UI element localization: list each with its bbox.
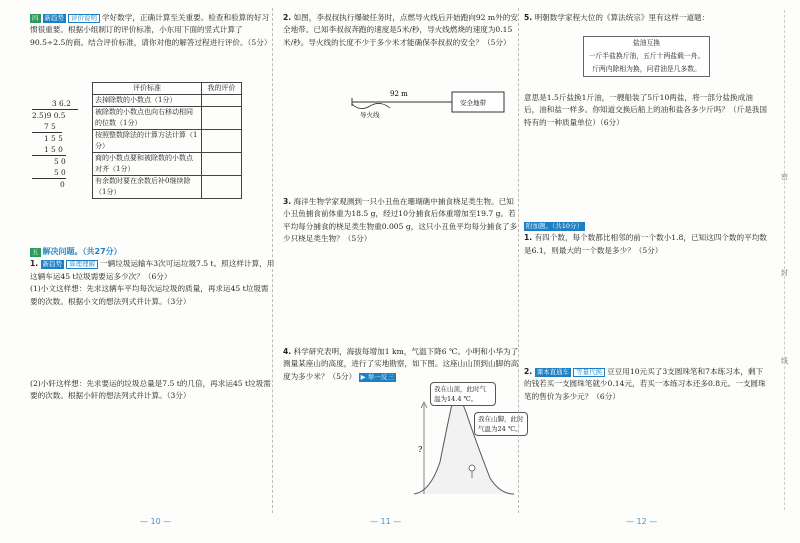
svg-text:?: ? (418, 445, 423, 454)
badge-new-trend: 新趋势 (42, 260, 63, 269)
division-work (32, 98, 90, 190)
page-number: — 10 — (140, 517, 172, 526)
table-row (93, 95, 242, 107)
distance-label: 92 m (390, 90, 408, 98)
division-step: 5 0 (32, 167, 66, 179)
speech-bubble-bottom: 我在山脚，此时气温为24 ℃。 (474, 412, 528, 436)
table-cell: 被除数的小数点也向右移动相同的位数（1分） (93, 107, 202, 130)
question-5: 5. 明朝数学家程大位的《算法统宗》里有这样一道题： (524, 13, 710, 22)
speech-bubble-top: 我在山顶，此时气温为14.4 ℃。 (430, 382, 496, 406)
division-step: 5 0 (54, 157, 66, 166)
table-cell: 去掉除数的小数点（1分） (93, 95, 202, 107)
my-eval-cell[interactable] (202, 130, 242, 153)
question-1b: (2)小轩这样想：先求要运的垃圾总量是7.5 t的几倍，再求运45 t垃圾需要的次数。根据小轩的想法列式并计算。（3分） (30, 379, 271, 401)
table-row (93, 176, 242, 199)
badge-new-trend: 新趋势 (44, 14, 64, 22)
badge-textbook: 课本直通车 (536, 368, 570, 376)
poem-box (583, 36, 710, 77)
fuse-icon (352, 103, 390, 108)
division-step: 1 5 0 (32, 144, 66, 156)
table-row (93, 153, 242, 176)
page-number: — 12 — (626, 517, 658, 526)
section-5-heading: 五 解决问题。（共27分） (32, 247, 122, 256)
extra-heading: 附加题。（共10分） (526, 222, 584, 230)
section-5 (30, 246, 276, 308)
safe-zone-label: 安全地带 (460, 99, 486, 107)
question-1: 1. 新趋势 算理理解 一辆垃圾运输车3次可运垃圾7.5 t。照这样计算，用这辆车运45 t垃圾需要运多少次？（6分） (30, 259, 275, 281)
question-1a: (1)小文这样想：先求这辆车平均每次运垃圾的质量，再求运45 t垃圾需要的次数。根据小文的想法列式并计算。（3分） (30, 284, 269, 306)
table-cell: 有余数时要在余数后补0继续除（1分） (93, 176, 202, 199)
question-3: 3. 海洋生物学家观测到一只小丑鱼在珊瑚礁中捕食桡足类生物。已知小丑鱼捕食前体重为18.5 g，经过10分捕食后体重增加至19.7 g。若平均每分捕食的桡足类生物重0.005 g，这只小丑鱼平均每分捕食了多少只桡足类生物？（5分） (283, 197, 518, 244)
table-row (93, 107, 242, 130)
badge-reasoning: 算理理解 (66, 260, 98, 269)
question-4-block (283, 346, 521, 383)
section-5-tag: 五 (32, 248, 39, 256)
division-quotient: 3 6.2 (32, 98, 78, 110)
extra-question-2: 2. 课本直通车 等量代换 豆豆用10元买了3支圆珠笔和7本练习本，剩下的钱若买一支圆珠笔就少0.14元，若买一本练习本还多0.8元。一支圆珠笔的售价为多少元？（6分） (524, 367, 766, 401)
seal-mark: 密 (781, 173, 788, 181)
my-eval-cell[interactable] (202, 176, 242, 199)
page-divider (518, 8, 519, 513)
extra-section (524, 220, 768, 257)
division-dividend: 2.5)9 0.5 (32, 111, 66, 120)
my-eval-cell[interactable] (202, 107, 242, 130)
extra-question-1: 1. 有四个数，每个数都比相邻的前一个数小1.8，已知这四个数的平均数是6.1，则最大的一个数是多少？（5分） (524, 233, 767, 255)
page-10-column (30, 12, 276, 49)
seal-line (784, 10, 785, 510)
fuse-label: 导火线 (360, 111, 380, 119)
badge-eval: 评价说明 (68, 14, 100, 23)
person-bottom-icon (469, 465, 475, 471)
poem-line: 一斤半盐换斤油，五斤十两盐载一舟。 (588, 52, 705, 60)
table-cell: 按照整数除法的计算方法计算（1分） (93, 130, 202, 153)
poem-line: 斤两内除相为换，问君油是几多数。 (592, 65, 701, 73)
division-remainder: 0 (60, 180, 65, 189)
extension-link[interactable]: ▶ 举一反三 (360, 372, 394, 381)
question-3-block (283, 196, 521, 246)
poem-title: 盐油互换 (632, 39, 661, 47)
seal-mark: 封 (781, 269, 788, 277)
page-divider (272, 8, 273, 513)
question-1b-block (30, 378, 276, 403)
division-step: 1 5 5 (44, 134, 63, 143)
extra-question-2-block (524, 366, 768, 403)
question-4: 4. 科学研究表明，海拔每增加1 km，气温下降6 ℃。小明和小华为了测量某座山的高度，进行了实地勘察，如下图。这座山山顶到山脚的高度为多少米？（5分） ▶ 举一反三 (283, 347, 519, 381)
page-11-column (283, 12, 521, 49)
intro-text: 学好数学，正确计算至关重要。检查和验算的好习惯很重要。根据小组制订的评价标准，小东用下面的竖式计算了90.5÷2.5的商。结合评价标准，请你对他的解答过程进行评价。（5分） (30, 13, 272, 47)
page-number: — 11 — (370, 517, 402, 526)
intro-question (30, 12, 276, 49)
my-eval-cell[interactable] (202, 95, 242, 107)
question-2: 2. 如图，李叔叔执行爆破任务时，点燃导火线后开始跑向92 m外的安全地带。已知李叔叔奔跑的速度是5米/秒，导火线燃烧的速度为0.15米/秒。导火线的长度不少于多少米才能确保李叔叔的安全？（5分） (283, 13, 518, 47)
table-cell: 商的小数点要和被除数的小数点对齐（1分） (93, 153, 202, 176)
section-4-tag: 四 (32, 14, 39, 22)
question-5-text2: 意思是1.5斤盐换1斤油，一艘船装了5斤10两盐，将一部分盐换成油后，油和盐一样多。你知道交换后船上的油和盐各多少斤吗？（斤是我国特有的一种质量单位）（6分） (524, 93, 767, 127)
evaluation-table (92, 82, 242, 199)
my-eval-cell[interactable] (202, 153, 242, 176)
table-row (93, 130, 242, 153)
badge-substitution: 等量代换 (573, 368, 605, 377)
table-header: 评价标准 (93, 83, 202, 95)
seal-mark: 线 (781, 357, 788, 365)
page-12-column (524, 12, 768, 24)
table-header: 我的评价 (202, 83, 242, 95)
division-step: 7 5 (32, 121, 62, 133)
